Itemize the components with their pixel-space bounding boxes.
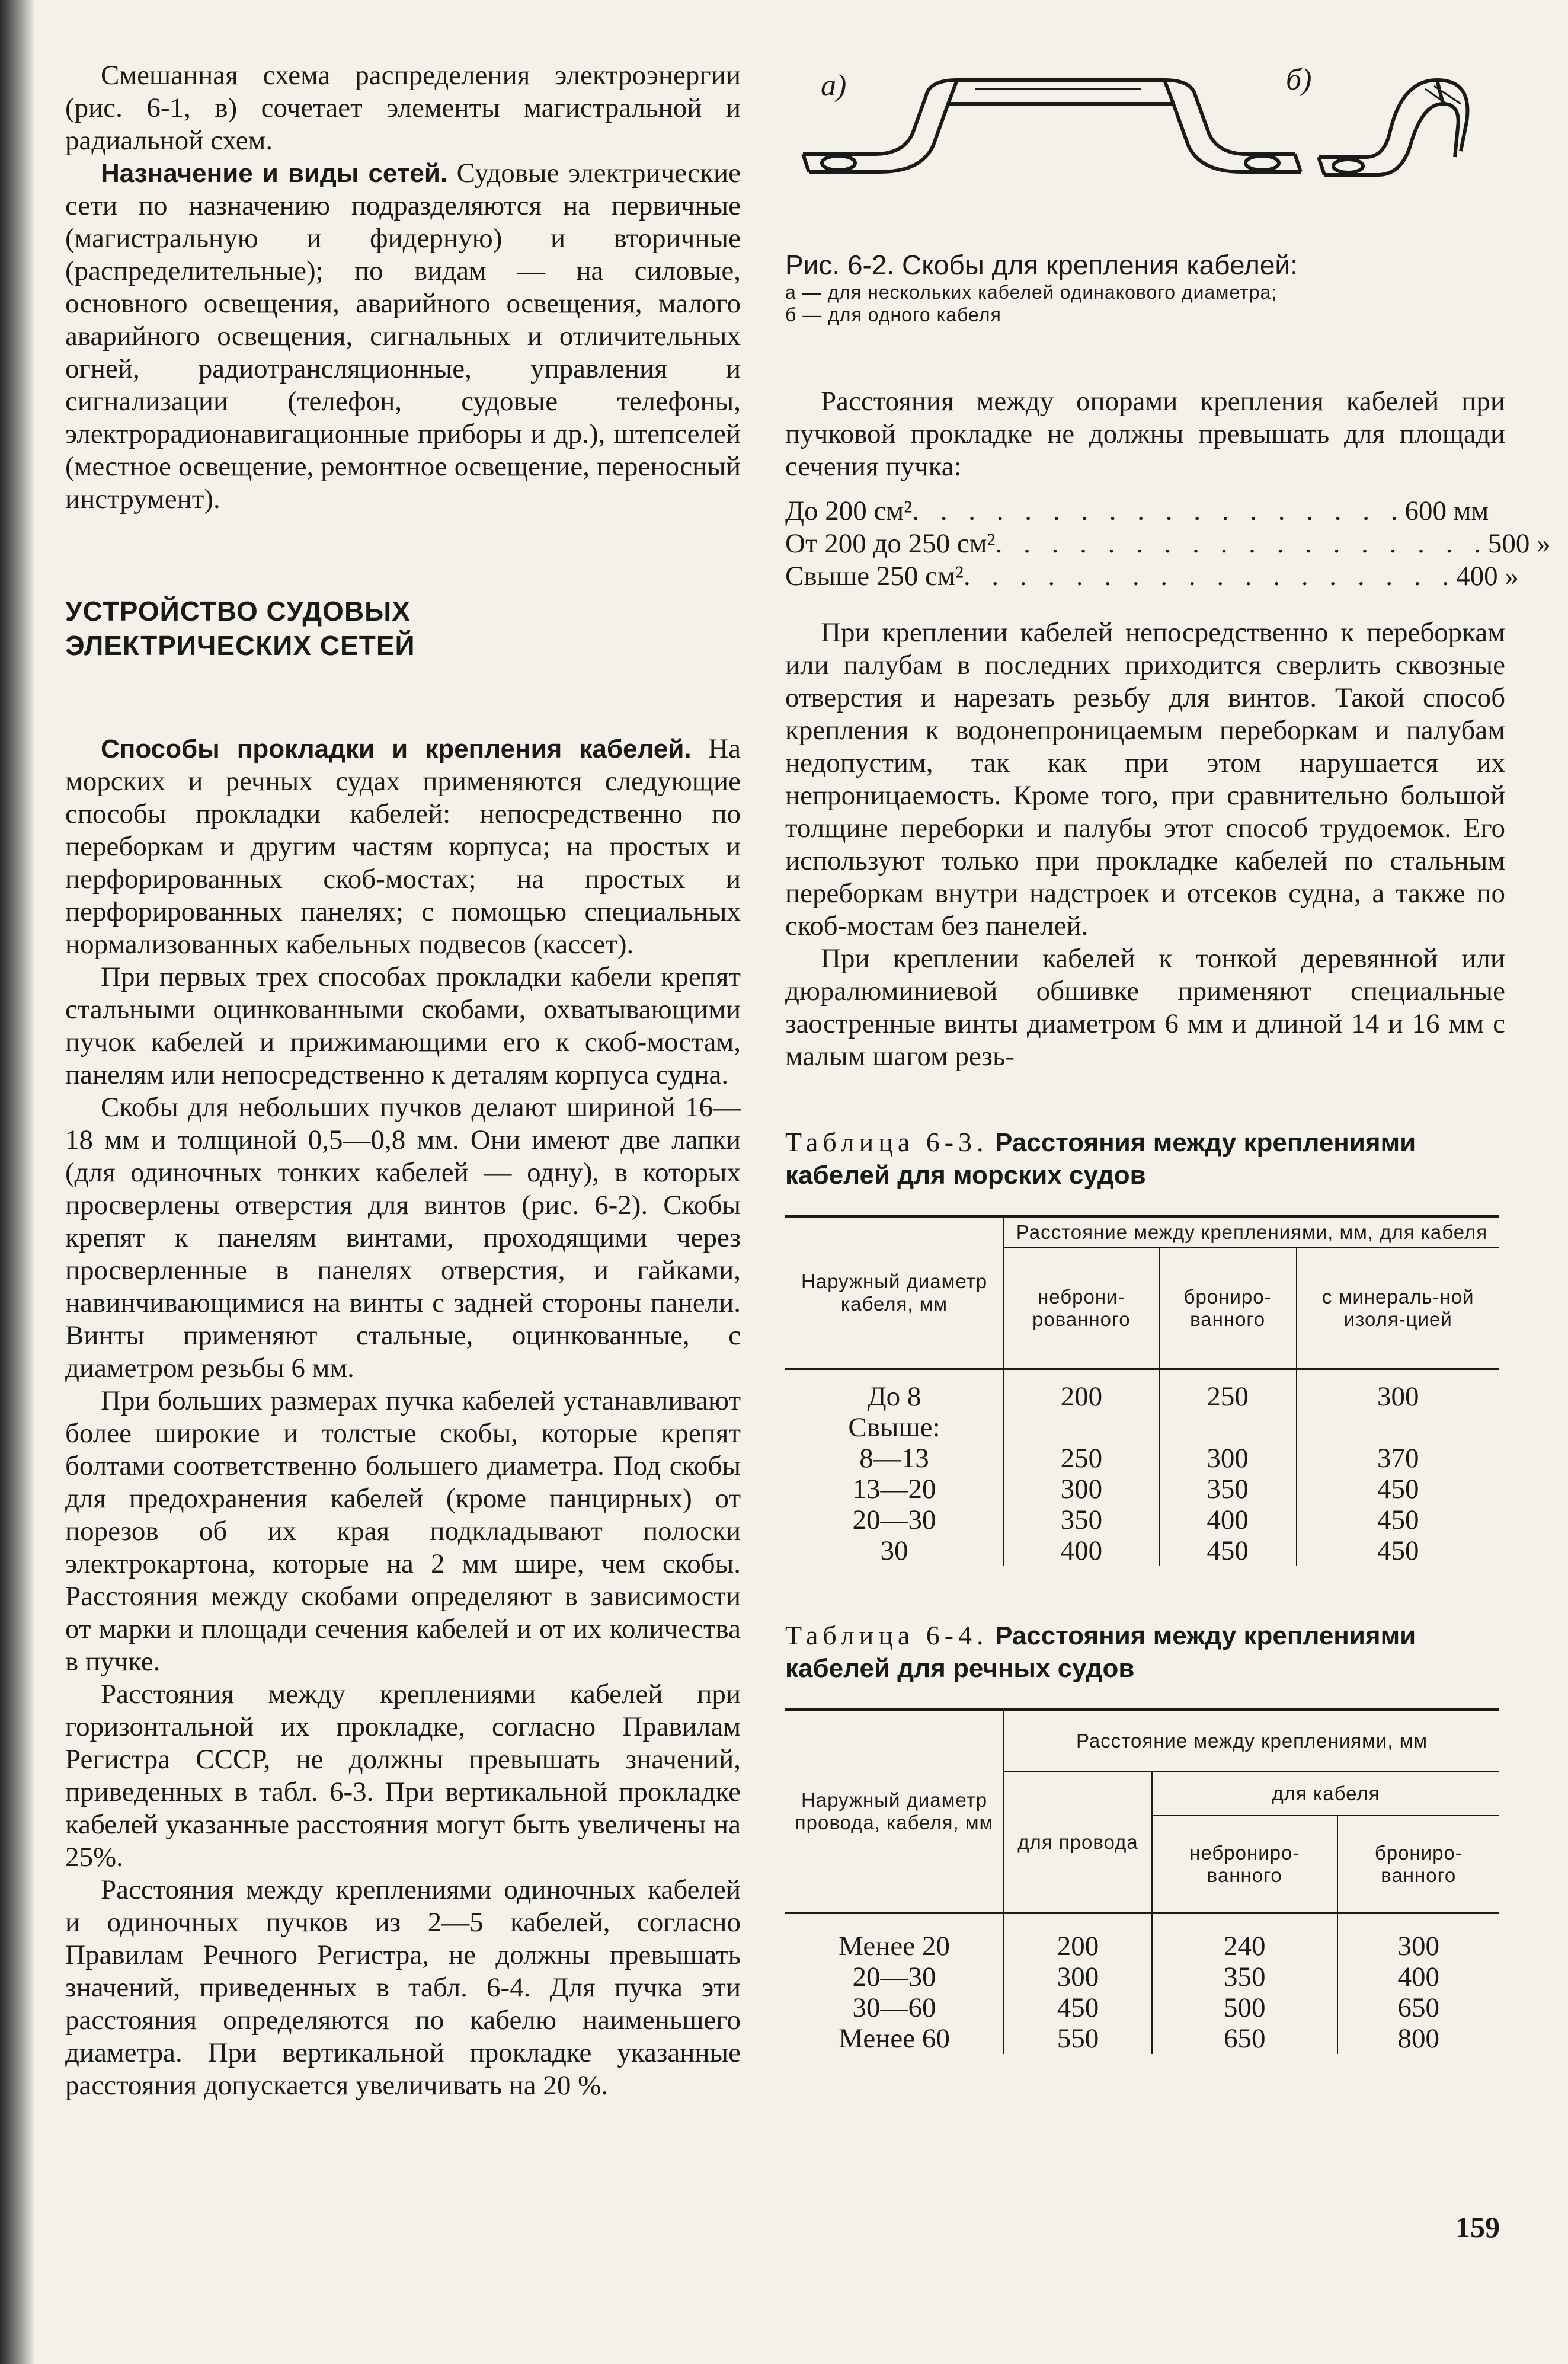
paragraph-brackets: Скобы для небольших пучков делают шириной 16—18 мм и толщиной 0,5—0,8 мм. Они имеют две лапки (для одиночных тонких кабелей — одну), в которых просверлены отверстия для винтов (рис. 6-2). Скобы крепят к панелям винтами, проходящими через просверленные в панелях отверстия, и гайками, навинчивающимися на винты с задней стороны панели. Винты применяют стальные, оцинкованные, с диаметром резьбы 6 мм.	[65, 1092, 741, 1384]
table-caption: Расстояния между креплениями кабелей для морских судов	[785, 1128, 1416, 1190]
figure-caption-line1: а — для нескольких кабелей одинакового диаметра;	[785, 282, 1278, 303]
leader-dots: . . . . . . . . . . . . . . . . . .	[912, 496, 1405, 526]
header-armored: брониро-ванного	[1159, 1248, 1297, 1369]
figure-caption-line2: б — для одного кабеля	[785, 304, 1001, 325]
header-unarmored: неброни-рованного	[1004, 1248, 1159, 1369]
paragraph-laying-methods	[65, 733, 741, 961]
header-wire: для провода	[1004, 1772, 1152, 1913]
distance-label: Свыше 250 см²	[785, 561, 964, 592]
distance-list	[785, 495, 1551, 593]
paragraph-large-bundles: При больших размерах пучка кабелей устанавливают более широкие и толстые скобы, которые крепят болтами соответственно большего диаметра. Под скобы для предохранения кабелей (кроме панцирных) от порезов об их края подкладывают полоски электрокартона, которые на 2 мм шире, чем скобы. Расстояния между скобами определяют в зависимости от марки и площади сечения кабелей и от их количества в пучке.	[65, 1385, 741, 1677]
paragraph-network-purpose	[65, 157, 741, 516]
paragraph-support-distance: Расстояния между опорами крепления кабелей при пучковой прокладке не должны превышать для площади сечения пучка:	[785, 386, 1505, 482]
paragraph-bulkhead-fixing: При креплении кабелей непосредственно к переборкам или палубам в последних приходится сверлить сквозные отверстия и нарезать резьбу для винтов. Такой способ крепления к водонепроницаемым переборкам и палубам недопустим, так как при этом нарушается их непроницаемость. Кроме того, при сравнительно большой толщине переборки и палубы этот способ трудоемок. Его используют только при прокладке кабелей по стальным переборкам внутри надстроек и отсеков судна, а также по скоб-мостам без панелей.	[785, 617, 1505, 941]
section-heading-line2: ЭЛЕКТРИЧЕСКИХ СЕТЕЙ	[65, 630, 415, 661]
table-row: До 8 200 250 300	[785, 1381, 1499, 1412]
table-row: 20—30 350 400 450	[785, 1504, 1499, 1535]
paragraph-text: На морских и речных судах применяются следующие способы прокладки кабелей: непосредственно по переборкам и другим частям корпуса; на простых и перфорированных скоб-мостах; на простых и перфорированных панелях; с помощью специальных нормализованных кабельных подвесов (кассет).	[65, 733, 741, 960]
table-row: 30 400 450 450	[785, 1535, 1499, 1566]
table-6-4	[785, 1708, 1499, 2055]
figure-brackets	[785, 56, 1505, 249]
page-number: 159	[1455, 2210, 1500, 2244]
leader-dots: . . . . . . . . . . . . . . . . . .	[995, 528, 1488, 559]
table-caption: Расстояния между креплениями кабелей для речных судов	[785, 1621, 1416, 1683]
table-number: Таблица 6-4.	[785, 1619, 988, 1650]
distance-label: От 200 до 250 см²	[785, 528, 996, 559]
table-row: 8—13 250 300 370	[785, 1443, 1499, 1474]
table-row: Менее 60 550 650 800	[785, 2023, 1499, 2054]
header-diameter: Наружный диаметр провода, кабеля, мм	[795, 1788, 994, 1833]
bracket-drawing	[785, 56, 1505, 249]
table-row: 20—30 300 350 400	[785, 1962, 1499, 1992]
distance-row	[785, 495, 1505, 528]
scan-shadow-edge	[0, 0, 36, 2364]
header-group: Расстояние между креплениями, мм	[1004, 1710, 1499, 1772]
header-diameter: Наружный диаметр кабеля, мм	[801, 1270, 988, 1315]
distance-label: До 200 см²	[785, 496, 913, 526]
leader-dots: . . . . . . . . . . . . . . . . . .	[963, 561, 1457, 592]
section-heading-line1: УСТРОЙСТВО СУДОВЫХ	[65, 596, 411, 627]
table-6-3-title	[785, 1126, 1505, 1191]
run-in-heading: Назначение и виды сетей.	[101, 159, 448, 188]
table-row: Менее 20 200 240 300	[785, 1931, 1499, 1962]
table-number: Таблица 6-3.	[785, 1127, 988, 1157]
header-group: Расстояние между креплениями, мм, для кабеля	[1004, 1216, 1499, 1248]
paragraph-text: Судовые электрические сети по назначению подразделяются на первичные (магистральную и фидерную) и вторичные (распределительные); по видам — на силовые, основного освещения, аварийного освещения, малого аварийного освещения, сигнальных и отличительных огней, радиотрансляционные, управления и сигнализации (телефон, судовые телефоны, электрорадионавигационные приборы и др.), штепселей (местное освещение, ремонтное освещение, переносный инструмент).	[65, 158, 741, 515]
single-cable-bracket-icon	[1319, 80, 1467, 175]
distance-row	[785, 528, 1551, 560]
distance-value: 400 »	[1456, 561, 1519, 592]
header-armored: брониро-ванного	[1337, 1816, 1499, 1913]
header-mineral: с минераль-ной изоля-цией	[1297, 1248, 1499, 1369]
multi-cable-bracket-icon	[803, 80, 1301, 172]
distance-row	[785, 560, 1519, 593]
table-row: 13—20 300 350 450	[785, 1474, 1499, 1504]
paragraph-river-register: Расстояния между креплениями одиночных кабелей и одиночных пучков из 2—5 кабелей, согласно Правилам Речного Регистра, не должны превышать значений, приведенных в табл. 6-4. Для пучка эти расстояния определяются по кабелю наименьшего диаметра. При вертикальной прокладке указанные расстояния допускается увеличивать на 20 %.	[65, 1874, 741, 2101]
distance-value: 500 »	[1487, 528, 1551, 559]
paragraph-first-methods: При первых трех способах прокладки кабели крепят стальными оцинкованными скобами, охватывающими пучок кабелей и прижимающими его к скоб-мостам, панелям или непосредственно к деталям корпуса судна.	[65, 961, 741, 1090]
distance-value: 600 мм	[1404, 496, 1489, 526]
figure-label-a: а)	[821, 69, 847, 103]
paragraph-register-rules: Расстояния между креплениями кабелей при горизонтальной их прокладке, согласно Правилам Регистра СССР, не должны превышать значений, приведенных в табл. 6-3. При вертикальной прокладке кабелей указанные расстояния могут быть увеличены на 25%.	[65, 1679, 741, 1873]
run-in-heading: Способы прокладки и крепления кабелей.	[101, 734, 692, 763]
table-6-3	[785, 1215, 1499, 1566]
figure-label-b: б)	[1286, 63, 1312, 97]
right-column	[785, 0, 1551, 2054]
paragraph-thin-sheathing: При креплении кабелей к тонкой деревянной или дюралюминиевой обшивке применяют специальные заостренные винты диаметром 6 мм и длиной 14 и 16 мм с малым шагом резь-	[785, 943, 1505, 1072]
figure-caption-title: Рис. 6-2. Скобы для крепления кабелей:	[785, 250, 1298, 280]
paragraph-mixed-scheme: Смешанная схема распределения электроэнергии (рис. 6-1, в) сочетает элементы магистральной и радиальной схем.	[65, 60, 741, 156]
left-column	[65, 0, 741, 2102]
table-row: 30—60 450 500 650	[785, 1992, 1499, 2023]
header-cable-group: для кабеля	[1152, 1772, 1499, 1816]
table-row: Свыше:	[785, 1412, 1499, 1443]
header-unarmored: неброниро-ванного	[1152, 1816, 1337, 1913]
table-6-4-title	[785, 1619, 1505, 1685]
